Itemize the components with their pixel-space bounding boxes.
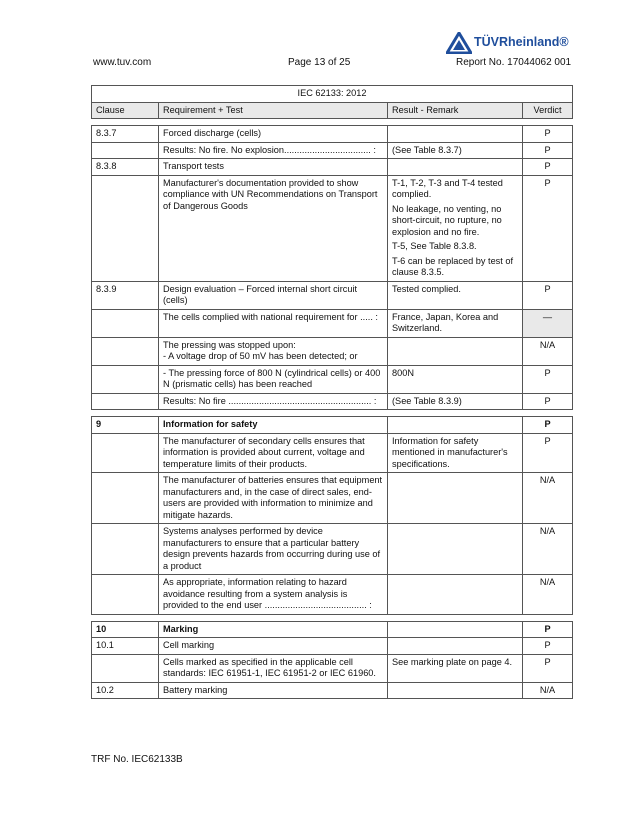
result-cell <box>388 159 523 176</box>
requirement-cell: Cells marked as specified in the applicable cell standards: IEC 61951-1, IEC 61951-2 or IEC 61960. <box>159 654 388 682</box>
verdict-cell: P <box>523 365 573 393</box>
footer-trf: TRF No. IEC62133B <box>91 754 183 765</box>
requirement-cell <box>159 337 388 365</box>
requirement-cell: As appropriate, information relating to hazard avoidance resulting from a system analysis is provided to the end user ........................................ : <box>159 575 388 615</box>
result-cell <box>388 473 523 524</box>
table-row <box>92 621 573 638</box>
iec-table <box>91 85 573 699</box>
report-number: Report No. 17044062 001 <box>456 57 572 68</box>
requirement-cell: Forced discharge (cells) <box>159 126 388 143</box>
result-cell: France, Japan, Korea and Switzerland. <box>388 309 523 337</box>
result-line: No leakage, no venting, no short-circuit, no rupture, no explosion and no fire. <box>392 203 502 237</box>
clause-cell: 10.2 <box>92 682 159 699</box>
result-cell <box>388 417 523 434</box>
requirement-cell: Results: No fire ........................................................ : <box>159 393 388 410</box>
result-cell <box>388 337 523 365</box>
result-cell: See marking plate on page 4. <box>388 654 523 682</box>
col-clause: Clause <box>92 102 159 119</box>
verdict-cell: P <box>523 126 573 143</box>
clause-cell <box>92 433 159 473</box>
clause-cell <box>92 365 159 393</box>
result-cell <box>388 126 523 143</box>
clause-cell <box>92 473 159 524</box>
table-row <box>92 365 573 393</box>
verdict-cell: P <box>523 638 573 655</box>
clause-cell: 10.1 <box>92 638 159 655</box>
clause-cell <box>92 393 159 410</box>
table-row <box>92 682 573 699</box>
result-cell <box>388 682 523 699</box>
table-row <box>92 524 573 575</box>
table-row <box>92 417 573 434</box>
requirement-cell: The cells complied with national requirement for ..... : <box>159 309 388 337</box>
verdict-cell: N/A <box>523 337 573 365</box>
verdict-cell: P <box>523 654 573 682</box>
requirement-cell: Results: No fire. No explosion.................................. : <box>159 142 388 159</box>
requirement-cell: Marking <box>159 621 388 638</box>
requirement-line: The pressing was stopped upon: <box>163 339 296 350</box>
table-row <box>92 473 573 524</box>
verdict-cell: P <box>523 433 573 473</box>
clause-cell <box>92 175 159 281</box>
table-row <box>92 337 573 365</box>
col-result: Result - Remark <box>388 102 523 119</box>
table-row <box>92 654 573 682</box>
result-line: T-5, See Table 8.3.8. <box>392 241 477 251</box>
verdict-cell: P <box>523 281 573 309</box>
verdict-cell: N/A <box>523 473 573 524</box>
table-row <box>92 159 573 176</box>
clause-cell: 8.3.9 <box>92 281 159 309</box>
requirement-cell: Battery marking <box>159 682 388 699</box>
clause-cell <box>92 337 159 365</box>
verdict-cell: P <box>523 621 573 638</box>
clause-cell: 8.3.7 <box>92 126 159 143</box>
verdict-cell: P <box>523 142 573 159</box>
requirement-cell: Systems analyses performed by device manufacturers to ensure that a particular battery design prevents hazards from occurring during use of a product <box>159 524 388 575</box>
result-line: T-1, T-2, T-3 and T-4 tested complied. <box>392 177 503 199</box>
result-cell <box>388 621 523 638</box>
verdict-cell: P <box>523 175 573 281</box>
requirement-cell: The manufacturer of batteries ensures that equipment manufacturers and, in the case of direct sales, end-users are provided with information to minimize and mitigate hazards. <box>159 473 388 524</box>
table-row <box>92 433 573 473</box>
page-number: Page 13 of 25 <box>288 57 351 68</box>
table-title: IEC 62133: 2012 <box>92 86 573 103</box>
verdict-cell: P <box>523 393 573 410</box>
table-row <box>92 638 573 655</box>
result-cell <box>388 175 523 281</box>
verdict-cell: N/A <box>523 575 573 615</box>
website-text: www.tuv.com <box>93 57 152 68</box>
verdict-cell: — <box>523 309 573 337</box>
requirement-cell: Design evaluation – Forced internal short circuit (cells) <box>159 281 388 309</box>
table-row <box>92 126 573 143</box>
requirement-cell: The manufacturer of secondary cells ensures that information is provided about current, voltage and temperature limits of their products. <box>159 433 388 473</box>
result-cell: Tested complied. <box>388 281 523 309</box>
requirement-line: - A voltage drop of 50 mV has been detected; or <box>163 351 358 361</box>
clause-cell <box>92 524 159 575</box>
verdict-cell: N/A <box>523 682 573 699</box>
result-cell <box>388 524 523 575</box>
clause-cell <box>92 575 159 615</box>
requirement-cell: Cell marking <box>159 638 388 655</box>
result-cell: (See Table 8.3.9) <box>388 393 523 410</box>
requirement-cell: Manufacturer's documentation provided to show compliance with UN Recommendations on Transport of Dangerous Goods <box>159 175 388 281</box>
clause-cell: 10 <box>92 621 159 638</box>
table-row <box>92 142 573 159</box>
table-row <box>92 309 573 337</box>
result-line: T-6 can be replaced by test of clause 8.3.5. <box>392 255 514 277</box>
verdict-cell: P <box>523 159 573 176</box>
verdict-cell: P <box>523 417 573 434</box>
clause-cell <box>92 142 159 159</box>
triangle-logo-icon <box>446 32 472 54</box>
result-cell <box>388 575 523 615</box>
verdict-cell: N/A <box>523 524 573 575</box>
logo-text: TÜVRheinland® <box>474 35 569 49</box>
result-cell: 800N <box>388 365 523 393</box>
col-verdict: Verdict <box>523 102 573 119</box>
clause-cell <box>92 654 159 682</box>
col-requirement: Requirement + Test <box>159 102 388 119</box>
table-row <box>92 575 573 615</box>
table-row <box>92 393 573 410</box>
clause-cell: 9 <box>92 417 159 434</box>
requirement-cell: Transport tests <box>159 159 388 176</box>
result-cell: (See Table 8.3.7) <box>388 142 523 159</box>
result-cell <box>388 638 523 655</box>
table-row <box>92 281 573 309</box>
result-cell: Information for safety mentioned in manufacturer's specifications. <box>388 433 523 473</box>
requirement-cell: - The pressing force of 800 N (cylindrical cells) or 400 N (prismatic cells) has been reached <box>159 365 388 393</box>
clause-cell: 8.3.8 <box>92 159 159 176</box>
requirement-cell: Information for safety <box>159 417 388 434</box>
clause-cell <box>92 309 159 337</box>
table-row <box>92 175 573 281</box>
tuv-logo <box>446 30 596 58</box>
